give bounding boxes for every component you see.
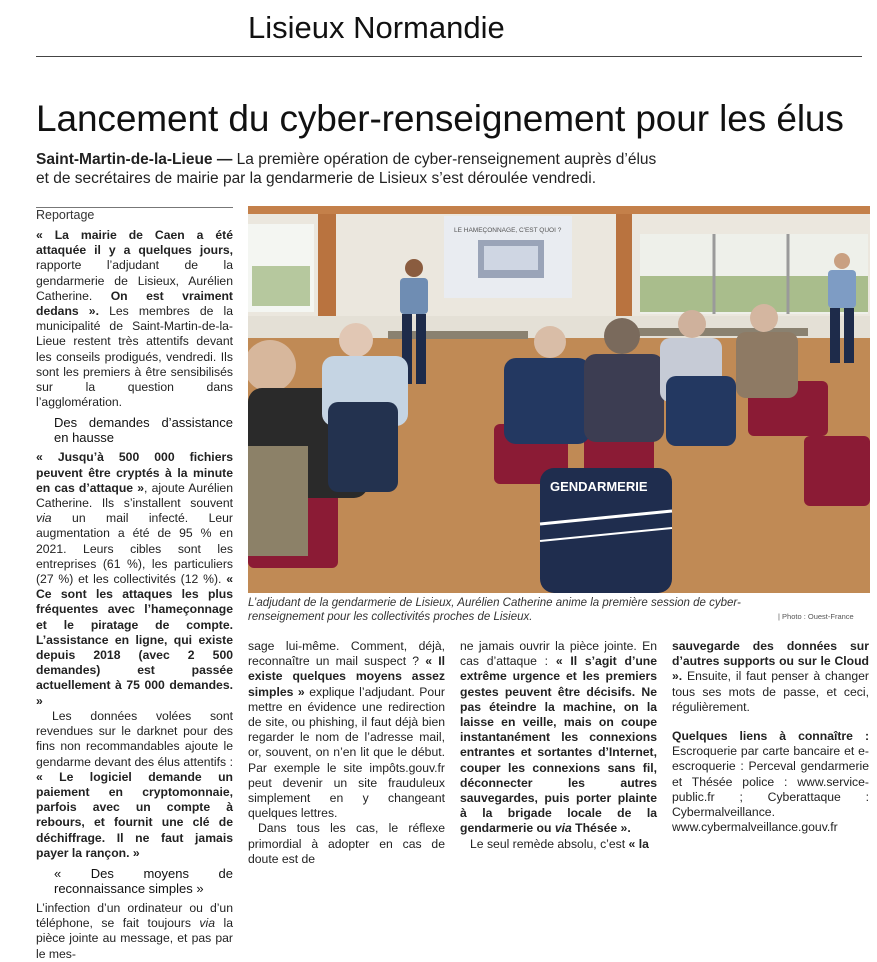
text: L’infection d’un ordinateur ou d’un téléphone, se fait toujours bbox=[36, 900, 233, 931]
lead-text-2: et de secrétaires de mairie par la gendarmerie de Lisieux s’est déroulée vendredi. bbox=[36, 170, 597, 187]
text: ne jamais ouvrir la pièce jointe. En cas d’attaque : bbox=[460, 639, 657, 669]
lead-text-1: La première opération de cyber-renseignement auprès d’élus bbox=[232, 151, 657, 168]
quote: « La mairie de Caen a été attaquée il y a quelques jours, bbox=[36, 228, 233, 258]
quote: « Jusqu’à 500 000 fichiers peuvent être cryptés à la minute en cas d’attaque » bbox=[36, 450, 233, 495]
article-lead bbox=[36, 150, 866, 188]
paragraph bbox=[460, 837, 657, 852]
paragraph bbox=[672, 639, 869, 715]
quote: sauvegarde des données sur d’autres supports ou sur le Cloud ». bbox=[672, 639, 869, 684]
header-rule bbox=[36, 56, 862, 57]
links-heading: Quelques liens à connaître : bbox=[672, 729, 869, 744]
photo-credit: | Photo : Ouest-France bbox=[778, 612, 854, 621]
paragraph bbox=[36, 450, 233, 708]
paragraph bbox=[460, 639, 657, 837]
text-italic: via bbox=[36, 511, 52, 526]
lead-dateline: Saint-Martin-de-la-Lieue — bbox=[36, 151, 233, 168]
text: Dans tous les cas, le réflexe primordial à adopter en cas de doute est de bbox=[248, 821, 445, 866]
photo-caption: L’adjudant de la gendarmerie de Lisieux, Aurélien Catherine anime la première session de cyber-renseignement pour les collectivités proches de Lisieux. bbox=[248, 597, 741, 623]
article-headline: Lancement du cyber-renseignement pour les élus bbox=[36, 98, 844, 139]
quote: « la bbox=[628, 836, 649, 851]
column-4 bbox=[672, 639, 869, 835]
paragraph bbox=[248, 639, 445, 821]
quote: « Il s’agit d’une extrême urgence et les premiers gestes peuvent être décisifs. Ne pas éteindre la machine, on la laisse en veille, mais on coupe instantanément les connexions entrantes et sortantes d’Internet, couper les connexions sans fil, déconnecter les autres sauvegardes, puis porter plainte à la brigade locale de la gendarmerie ou bbox=[460, 654, 657, 836]
text: la pièce jointe au message, et pas par le mes- bbox=[36, 916, 234, 961]
text: Le seul remède absolu, c’est bbox=[470, 836, 629, 851]
column-2 bbox=[248, 639, 445, 867]
text: , ajoute Aurélien Catherine. Ils s’installent souvent bbox=[36, 480, 233, 511]
quote: « Il existe quelques moyens assez simples » bbox=[248, 654, 446, 699]
text: Les données volées sont revendues sur le darknet pour des fins non recommandables ajoute le gendarme devant des élus attentifs : bbox=[36, 708, 233, 769]
quote: « Le logiciel demande un paiement en cryptomonnaie, parfois avec un compte à rebours, et fournit une clé de déchiffrage. Il ne faut jamais payer la rançon. » bbox=[36, 769, 233, 860]
text-italic: via bbox=[554, 821, 572, 836]
text: Les membres de la municipalité de Saint-Martin-de-la-Lieue restent très attentifs devant les conseils prodigués, vendredi. Ils sont les premiers à être sensibilisés sur la question dans l’agglomération. bbox=[36, 304, 233, 410]
paragraph bbox=[36, 901, 233, 962]
quote: Thésée ». bbox=[571, 821, 631, 836]
text-italic: via bbox=[199, 916, 216, 931]
paragraph bbox=[672, 729, 869, 835]
paragraph bbox=[36, 228, 233, 410]
text: Ensuite, il faut penser à changer tous ses mots de passe, et ceci, régulièrement. bbox=[672, 669, 869, 714]
rubrique-label: Reportage bbox=[36, 208, 95, 222]
text: explique l’adjudant. Pour mettre en évidence une redirection de site, ou phishing, il faut déjà bien regarder le nom de l’adresse mail, or, souvent, on n’en lit que le début. Par exemple le site impôts.gouv.fr peut devenir un site frauduleux simplement en y changeant quelques lettres. bbox=[248, 684, 445, 821]
text: sage lui-même. Comment, déjà, reconnaître un mail suspect ? bbox=[248, 639, 445, 669]
text: rapporte l’adjudant de la gendarmerie de Lisieux, Aurélien Catherine. bbox=[36, 258, 233, 303]
paragraph bbox=[36, 709, 233, 861]
quote: On est vraiment dedans ». bbox=[36, 288, 233, 319]
subheading-1: Des demandes d’assistance en hausse bbox=[54, 415, 233, 446]
section-title: Lisieux Normandie bbox=[248, 10, 505, 45]
screen-text: LE HAMEÇONNAGE, C'EST QUOI ? bbox=[454, 227, 562, 234]
column-1 bbox=[36, 228, 233, 962]
quote: « Ce sont les attaques les plus fréquentes avec l’hameçonnage et le piratage de compte. L’assistance en ligne, qui existe depuis 2018 (avec 2 500 demandes) est passée actuellement à 75 000 demandes. » bbox=[36, 572, 233, 708]
article-photo bbox=[248, 206, 870, 593]
text: Escroquerie par carte bancaire et e-escroquerie : Perceval gendarmerie et Thésée police : www.service-public.fr ; Cyberattaque : Cybermalveillance. www.cybermalveillance.gouv.fr bbox=[672, 744, 869, 835]
photo-illustration bbox=[248, 206, 870, 593]
column-3 bbox=[460, 639, 657, 852]
subheading-2: « Des moyens de reconnaissance simples » bbox=[54, 865, 233, 896]
paragraph bbox=[248, 821, 445, 867]
jacket-text: GENDARMERIE bbox=[550, 479, 648, 494]
text: un mail infecté. Leur augmentation a été de 95 % en 2021. Leurs cibles sont les entreprises (61 %), les particuliers (27 %) et les collectivités (12 %). bbox=[36, 511, 233, 587]
